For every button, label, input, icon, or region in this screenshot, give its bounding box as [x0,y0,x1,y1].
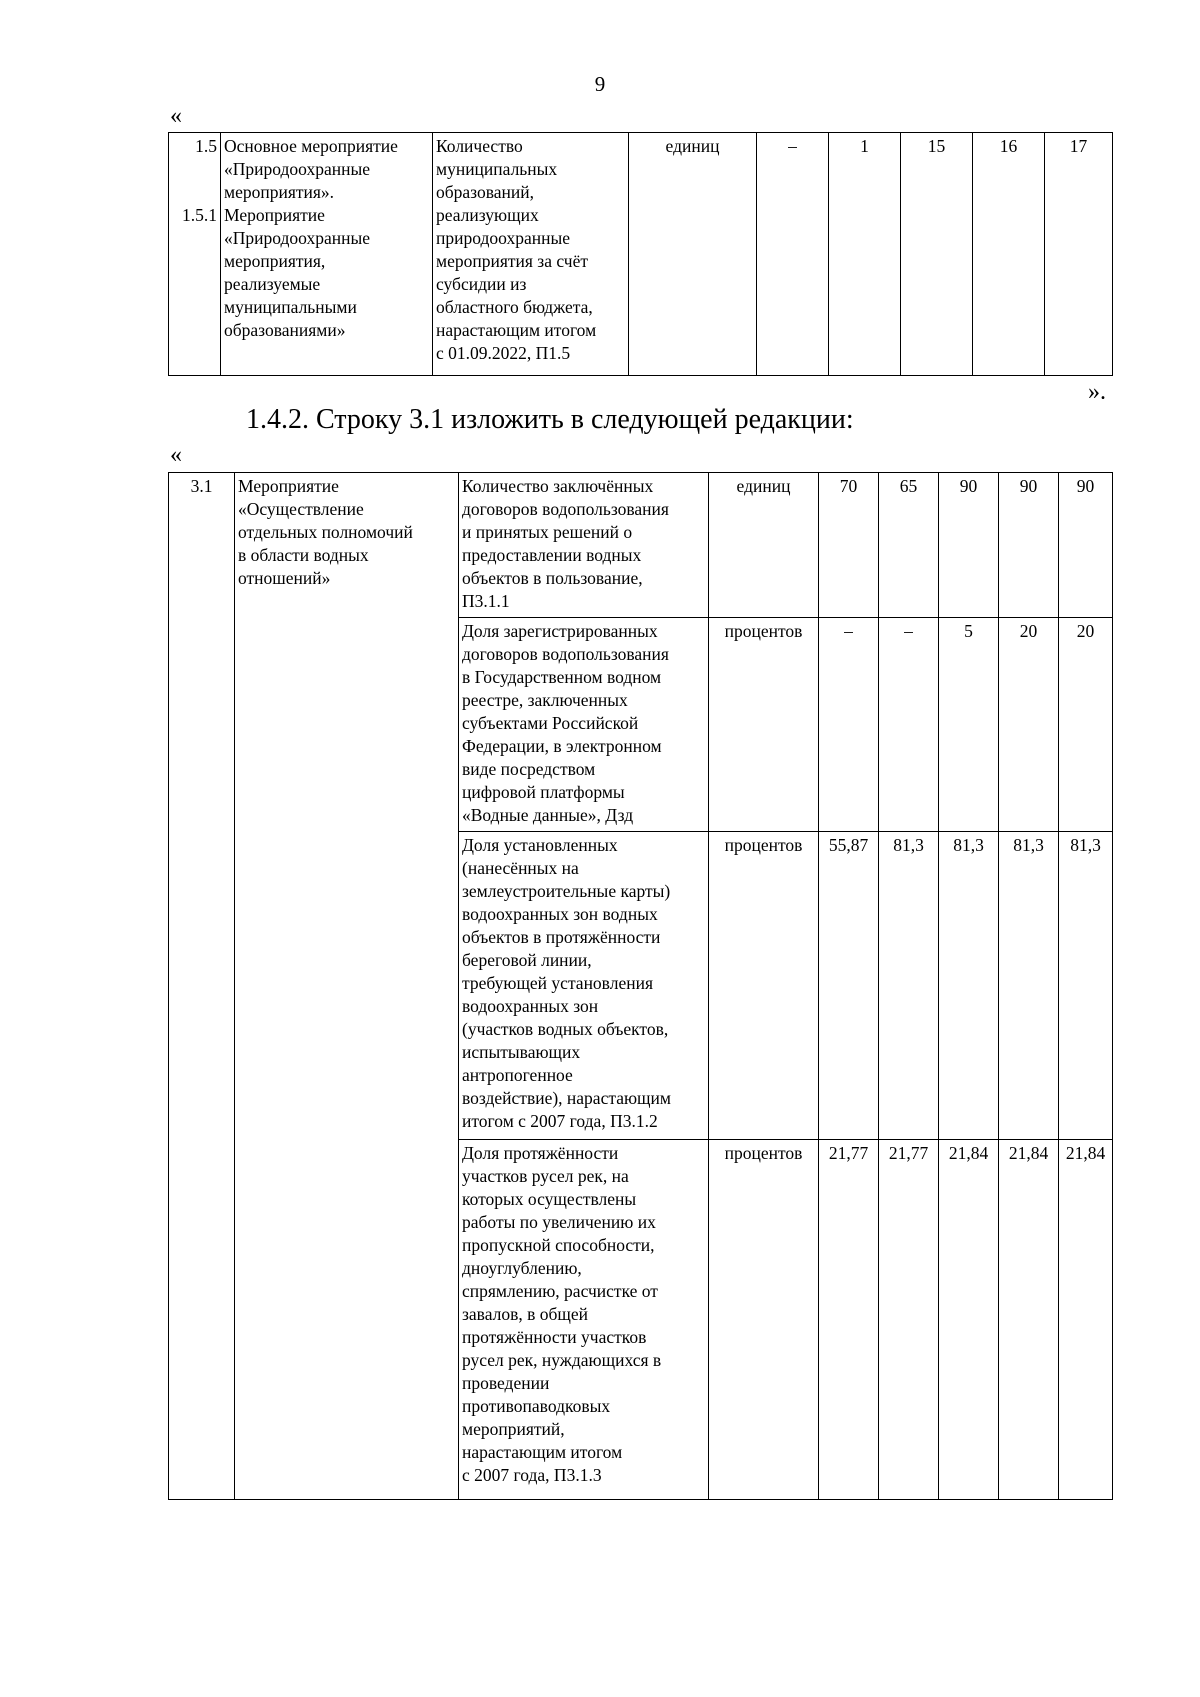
table-row [169,473,1113,618]
value-cell: 81,3 [1059,832,1113,1140]
unit-cell: единиц [709,473,819,618]
unit-cell: единиц [629,133,757,376]
value-cell: 1 [829,133,901,376]
table-row [169,133,1113,376]
value-cell: 17 [1045,133,1113,376]
unit-cell: процентов [709,832,819,1140]
value-cell: – [757,133,829,376]
value-cell: 65 [879,473,939,618]
row-number-cell: 1.5 1.5.1 [169,133,221,376]
value-cell: 21,77 [819,1140,879,1500]
opening-quote-2: « [170,442,182,468]
value-cell: 20 [999,618,1059,832]
value-cell: 21,84 [999,1140,1059,1500]
value-cell: 55,87 [819,832,879,1140]
event-name-cell: Мероприятие «Осуществление отдельных полномочий в области водных отношений» [235,473,459,1500]
value-cell: 70 [819,473,879,618]
table-row-3-1 [168,472,1113,1500]
indicator-cell: Доля установленных (нанесённых на землеустроительные карты) водоохранных зон водных объектов в протяжённости береговой линии, требующей установления водоохранных зон (участков водных объектов, испытывающих антропогенное воздействие), нарастающим итогом с 2007 года, П3.1.2 [459,832,709,1140]
value-cell: – [879,618,939,832]
page-number: 9 [594,72,606,96]
value-cell: 21,84 [1059,1140,1113,1500]
value-cell: 5 [939,618,999,832]
value-cell: – [819,618,879,832]
indicator-cell: Количество муниципальных образований, реализующих природоохранные мероприятия за счёт субсидии из областного бюджета, нарастающим итогом с 01.09.2022, П1.5 [433,133,629,376]
unit-cell: процентов [709,618,819,832]
value-cell: 20 [1059,618,1113,832]
value-cell: 90 [1059,473,1113,618]
row-number-cell: 3.1 [169,473,235,1500]
value-cell: 16 [973,133,1045,376]
section-heading: 1.4.2. Строку 3.1 изложить в следующей редакции: [246,404,854,435]
indicator-cell: Количество заключённых договоров водопользования и принятых решений о предоставлении водных объектов в пользование, П3.1.1 [459,473,709,618]
unit-cell: процентов [709,1140,819,1500]
value-cell: 81,3 [999,832,1059,1140]
value-cell: 90 [999,473,1059,618]
value-cell: 15 [901,133,973,376]
indicator-cell: Доля протяжённости участков русел рек, на которых осуществлены работы по увеличению их пропускной способности, дноуглублению, спрямлению, расчистке от завалов, в общей протяжённости участков русел рек, нуждающихся в проведении противопаводковых мероприятий, нарастающим итогом с 2007 года, П3.1.3 [459,1140,709,1500]
event-name-cell: Основное мероприятие «Природоохранные мероприятия». Мероприятие «Природоохранные мероприятия, реализуемые муниципальными образованиями» [221,133,433,376]
closing-quote: ». [1088,379,1106,405]
table-row-1-5 [168,132,1113,376]
value-cell: 90 [939,473,999,618]
indicator-cell: Доля зарегистрированных договоров водопользования в Государственном водном реестре, заключенных субъектами Российской Федерации, в электронном виде посредством цифровой платформы «Водные данные», Дзд [459,618,709,832]
value-cell: 21,84 [939,1140,999,1500]
value-cell: 21,77 [879,1140,939,1500]
value-cell: 81,3 [879,832,939,1140]
value-cell: 81,3 [939,832,999,1140]
opening-quote: « [170,103,182,129]
